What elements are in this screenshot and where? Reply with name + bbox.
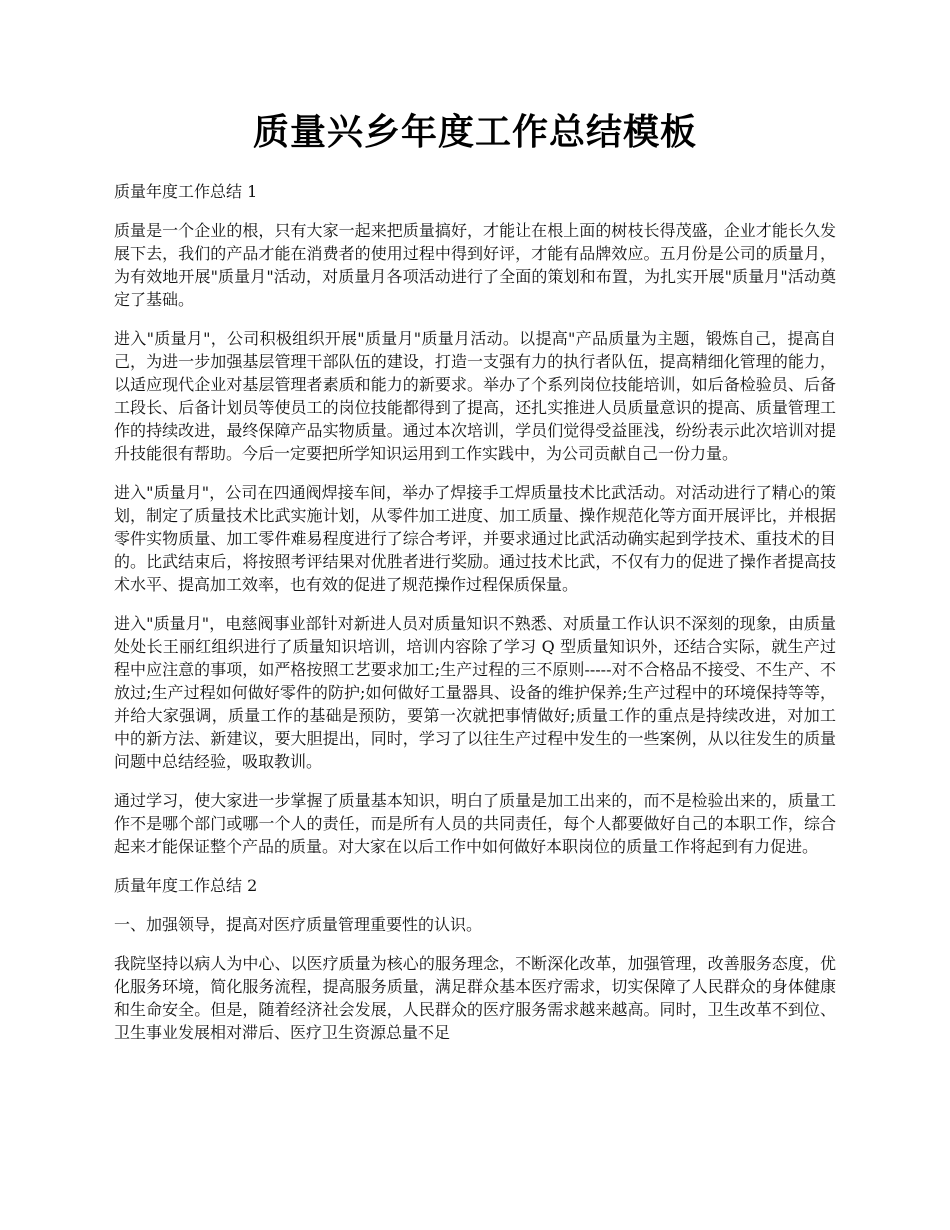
section-heading-1: 质量年度工作总结 1 — [114, 182, 258, 201]
paragraph-3: 进入"质量月"，公司在四通阀焊接车间，举办了焊接手工焊质量技术比武活动。对活动进行了精心的策划，制定了质量技术比武实施计划，从零件加工进度、加工质量、操作规范化等方面开展评比，并根据零件实物质量、加工零件难易程度进行了综合考评，并要求通过比武活动确实起到学技术、重技术的目的。比武结束后，将按照考评结果对优胜者进行奖励。通过技术比武，不仅有力的促进了操作者提高技术水平、提高加工效率，也有效的促进了规范操作过程保质保量。 — [114, 483, 836, 594]
document-title: 质量兴乡年度工作总结模板 — [252, 111, 697, 153]
paragraph-6: 我院坚持以病人为中心、以医疗质量为核心的服务理念，不断深化改革，加强管理，改善服务态度，优化服务环境，简化服务流程，提高服务质量，满足群众基本医疗需求，切实保障了人民群众的身体健康和生命安全。但是，随着经济社会发展，人民群众的医疗服务需求越来越高。同时，卫生改革不到位、卫生事业发展相对滞后、医疗卫生资源总量不足 — [114, 954, 836, 1042]
paragraph-4: 进入"质量月"，电慈阀事业部针对新进人员对质量知识不熟悉、对质量工作认识不深刻的现象，由质量处处长王丽红组织进行了质量知识培训，培训内容除了学习 Q 型质量知识外，还结合实际，就生产过程中应注意的事项，如严格按照工艺要求加工;生产过程的三不原则-----对不合格品不接受、不生产、不放过;生产过程如何做好零件的防护;如何做好工量器具、设备的维护保养;生产过程中的环境保持等等，并给大家强调，质量工作的基础是预防，要第一次就把事情做好;质量工作的重点是持续改进，对加工中的新方法、新建议，要大胆提出，同时，学习了以往生产过程中发生的一些案例，从以往发生的质量问题中总结经验，吸取教训。 — [114, 614, 836, 771]
paragraph-2: 进入"质量月"，公司积极组织开展"质量月"质量月活动。以提高"产品质量为主题，锻炼自己，提高自己，为进一步加强基层管理干部队伍的建设，打造一支强有力的执行者队伍，提高精细化管理的能力，以适应现代企业对基层管理者素质和能力的新要求。举办了个系列岗位技能培训，如后备检验员、后备工段长、后备计划员等使员工的岗位技能都得到了提高，还扎实推进人员质量意识的提高、质量管理工作的持续改进，最终保障产品实物质量。通过本次培训，学员们觉得受益匪浅，纷纷表示此次培训对提升技能很有帮助。今后一定要把所学知识运用到工作实践中，为公司贡献自己一份力量。 — [114, 329, 836, 463]
paragraph-5: 通过学习，使大家进一步掌握了质量基本知识，明白了质量是加工出来的，而不是检验出来的，质量工作不是哪个部门或哪一个人的责任，而是所有人员的共同责任，每个人都要做好自己的本职工作，综合起来才能保证整个产品的质量。对大家在以后工作中如何做好本职岗位的质量工作将起到有力促进。 — [114, 791, 836, 856]
paragraph-1: 质量是一个企业的根，只有大家一起来把质量搞好，才能让在根上面的树枝长得茂盛，企业才能长久发展下去，我们的产品才能在消费者的使用过程中得到好评，才能有品牌效应。五月份是公司的质量月，为有效地开展"质量月"活动，对质量月各项活动进行了全面的策划和布置，为扎实开展"质量月"活动奠定了基础。 — [114, 221, 836, 309]
subsection-heading-1: 一、加强领导，提高对医疗质量管理重要性的认识。 — [114, 915, 483, 934]
section-heading-2: 质量年度工作总结 2 — [114, 876, 258, 895]
